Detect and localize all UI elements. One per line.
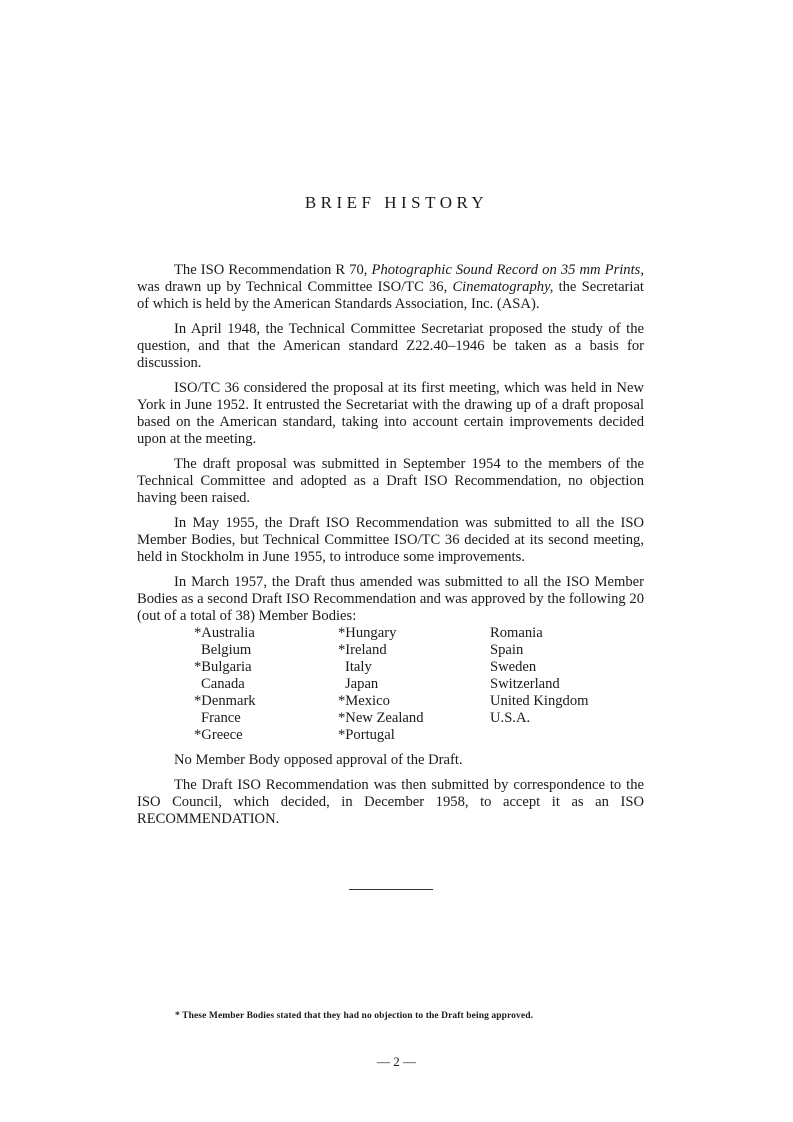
intro-text-b: was drawn up by Technical Committee ISO/TC 36,	[137, 279, 453, 295]
member-body: *Ireland	[338, 642, 387, 658]
member-body: Japan	[345, 676, 379, 692]
member-body: Belgium	[201, 642, 252, 658]
member-body: United Kingdom	[490, 693, 589, 709]
member-body: U.S.A.	[490, 710, 531, 726]
paragraph-1952: ISO/TC 36 considered the proposal at its first meeting, which was held in New York in June 1952. It entrusted the Secretariat with the drawing up of a draft proposal based on the American standard, taking into account certain improvements decided upon at the meeting.	[137, 380, 644, 447]
member-body: Spain	[490, 642, 524, 658]
paragraph-1948: In April 1948, the Technical Committee Secretariat proposed the study of the question, and that the American standard Z22.40–1946 be taken as a basis for discussion.	[137, 321, 644, 371]
member-body: *Australia	[194, 625, 255, 641]
paragraph-no-opposition: No Member Body opposed approval of the Draft.	[174, 752, 463, 768]
footnote: * These Member Bodies stated that they had no objection to the Draft being approved.	[175, 1011, 534, 1021]
member-body: *Mexico	[338, 693, 390, 709]
history-body	[137, 262, 644, 828]
intro-title-italic: Photographic Sound Record on 35 mm Prints,	[371, 262, 644, 278]
intro-committee-italic: Cinematography,	[452, 279, 554, 295]
paragraph-council: The Draft ISO Recommendation was then submitted by correspondence to the ISO Council, which decided, in December 1958, to accept it as an ISO RECOMMENDATION.	[137, 777, 644, 827]
intro-text-c: the Secretariat of which is held by the American Standards Association, Inc. (ASA).	[137, 279, 644, 312]
member-body: *Portugal	[338, 727, 395, 743]
member-body: Canada	[201, 676, 245, 692]
member-body: *Hungary	[338, 625, 397, 641]
member-body: France	[201, 710, 241, 726]
member-body: *Greece	[194, 727, 243, 743]
paragraph-1954: The draft proposal was submitted in September 1954 to the members of the Technical Committee and adopted as a Draft ISO Recommendation, no objection having been raised.	[137, 456, 644, 506]
member-body	[490, 727, 630, 744]
member-body: *Bulgaria	[194, 659, 252, 675]
section-divider	[349, 889, 433, 890]
member-body: Switzerland	[490, 676, 560, 692]
member-body: Romania	[490, 625, 543, 641]
page-title: BRIEF HISTORY	[304, 193, 489, 212]
member-bodies-list	[194, 625, 644, 744]
intro-text-a: The ISO Recommendation R 70,	[174, 262, 372, 278]
page-number: — 2 —	[377, 1054, 416, 1069]
paragraph-intro	[137, 262, 644, 313]
paragraph-1955: In May 1955, the Draft ISO Recommendation was submitted to all the ISO Member Bodies, but Technical Committee ISO/TC 36 decided at its second meeting, held in Stockholm in June 1955, to introduce some improvements.	[137, 515, 644, 565]
member-body: Italy	[345, 659, 372, 675]
member-body: *Denmark	[194, 693, 256, 709]
member-body: *New Zealand	[338, 710, 424, 726]
member-body: Sweden	[490, 659, 537, 675]
paragraph-1957: In March 1957, the Draft thus amended was submitted to all the ISO Member Bodies as a second Draft ISO Recommendation and was approved by the following 20 (out of a total of 38) Member Bodies:	[137, 574, 644, 624]
